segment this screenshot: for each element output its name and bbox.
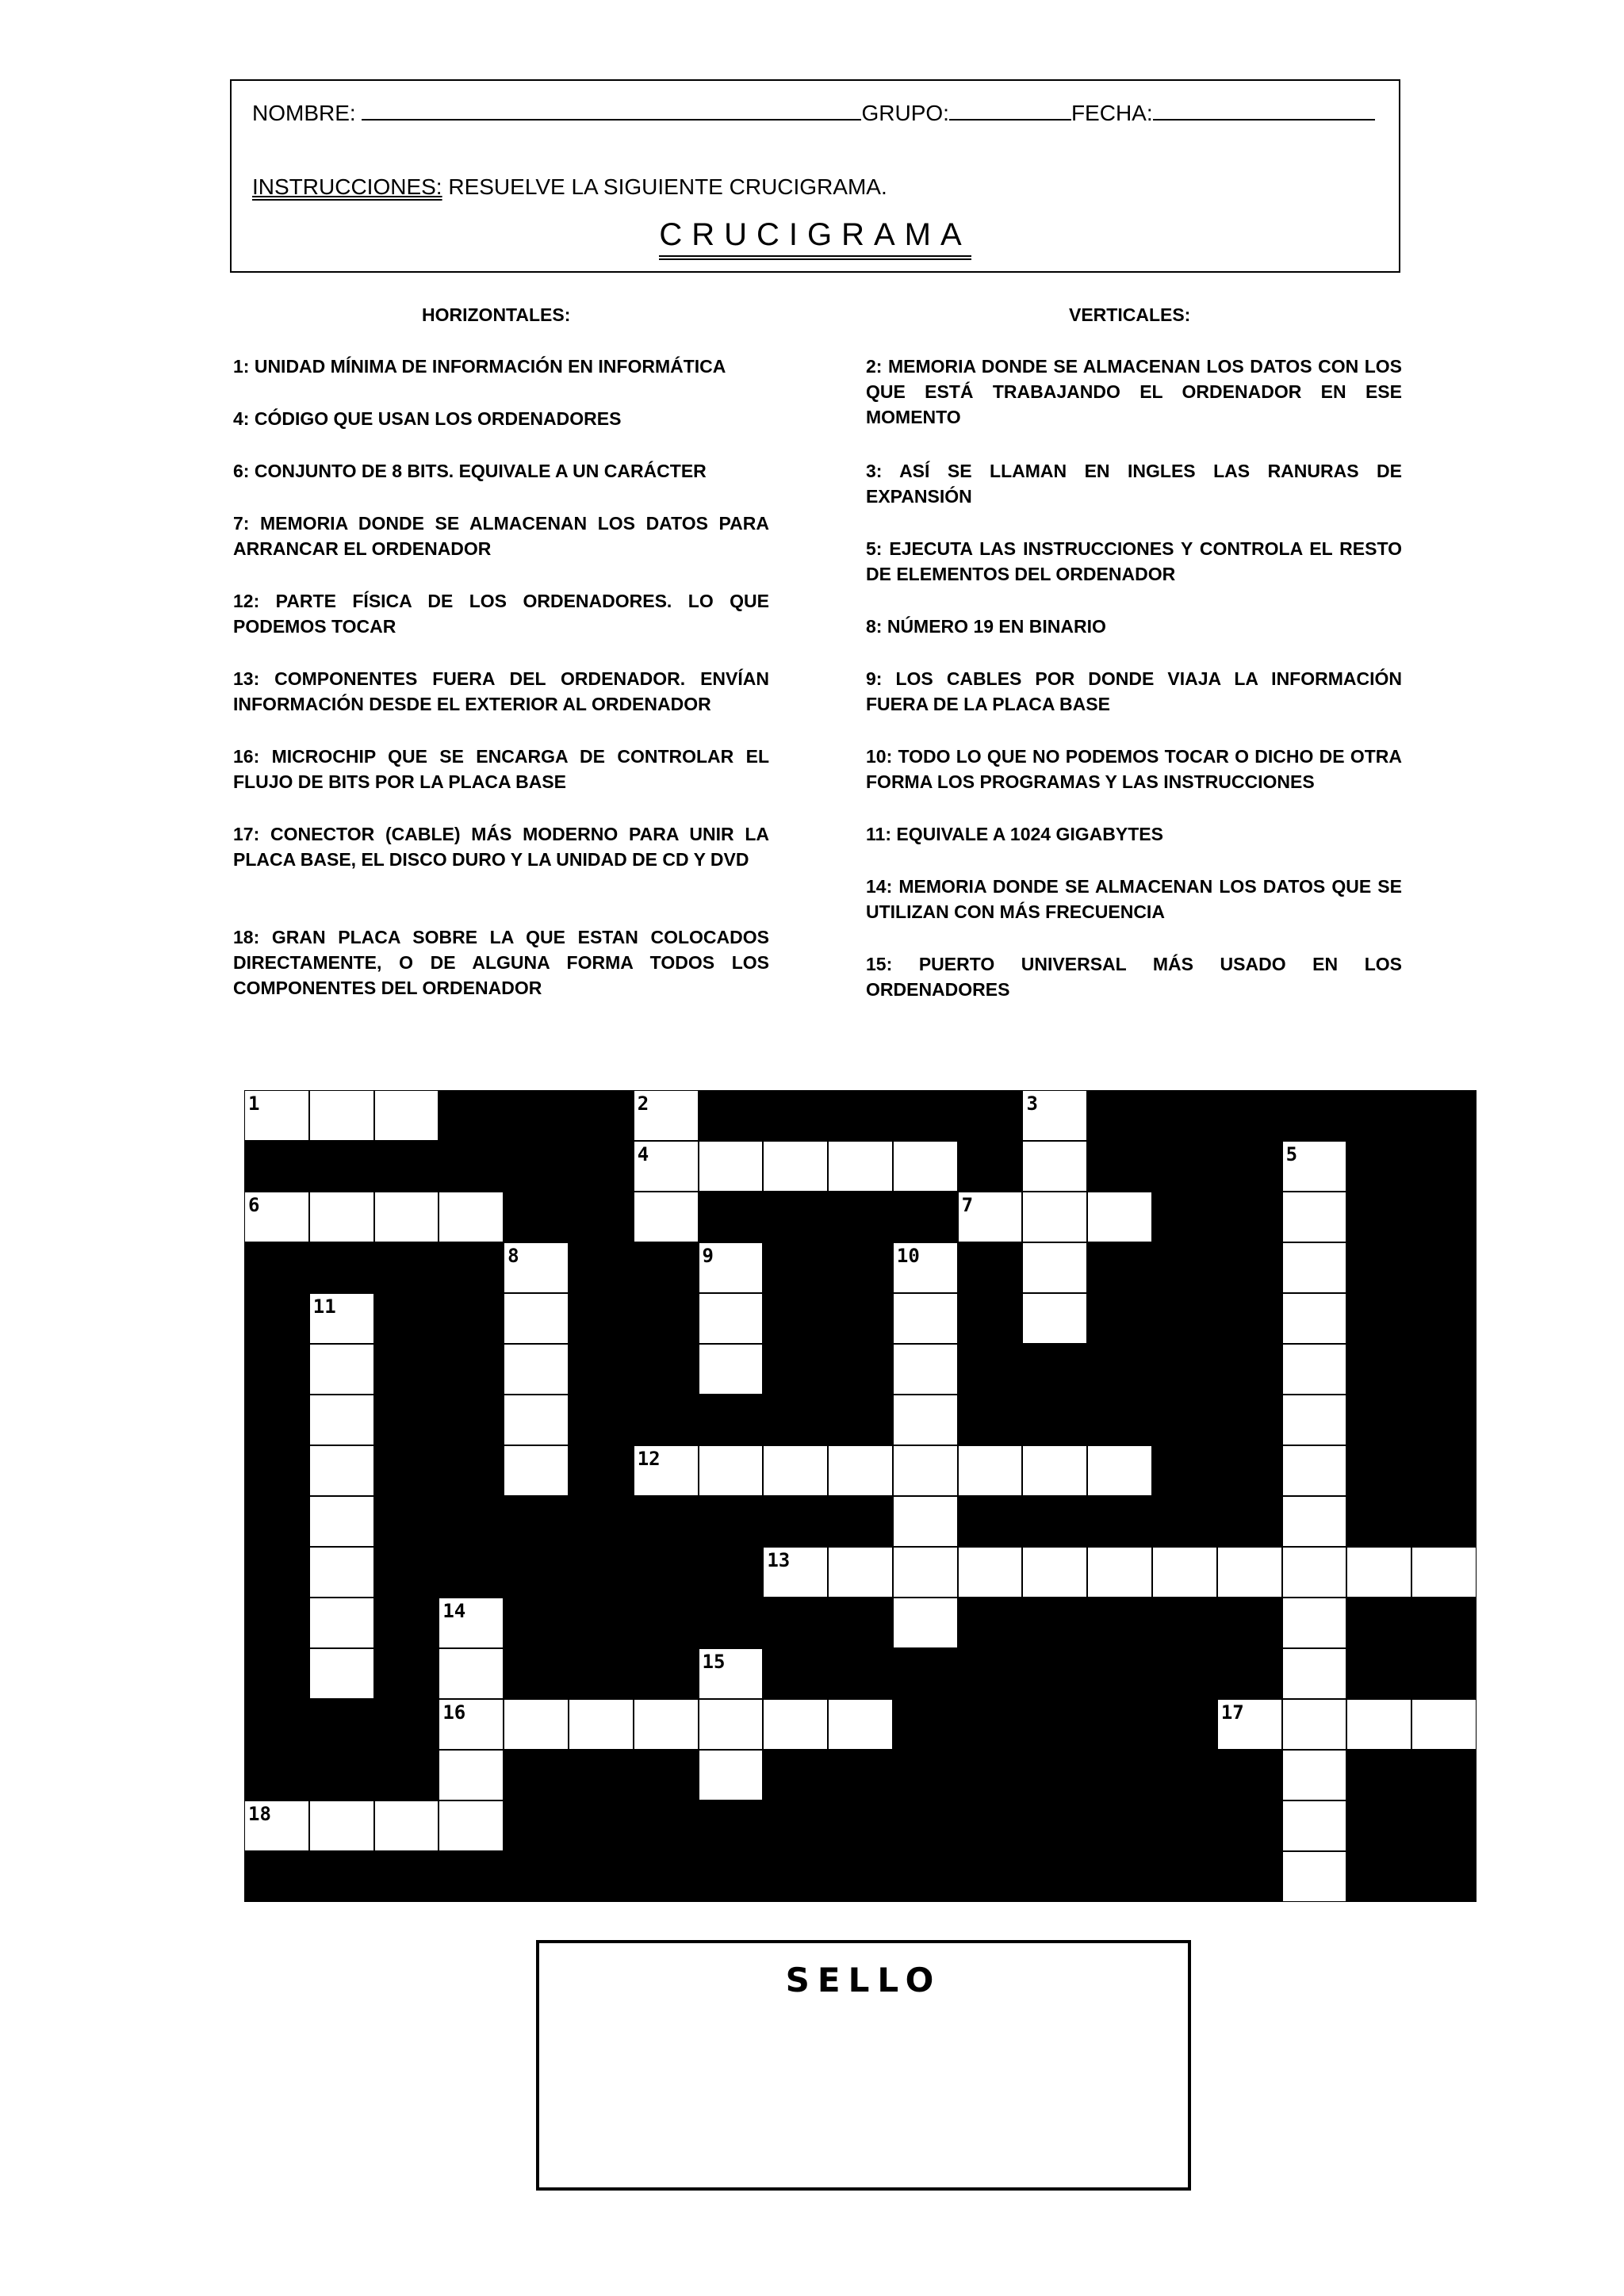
crossword-cell[interactable] [439, 1192, 503, 1242]
crossword-clue-number: 8 [508, 1245, 519, 1267]
crossword-cell[interactable] [829, 1446, 892, 1495]
nombre-field[interactable] [362, 98, 861, 121]
crossword-cell[interactable] [1283, 1700, 1346, 1749]
crossword-clue-number: 17 [1220, 1701, 1244, 1724]
across-clue-7: 7: MEMORIA DONDE SE ALMACENAN LOS DATOS PARA ARRANCAR EL ORDENADOR [233, 513, 769, 559]
crossword-cell[interactable] [1347, 1548, 1411, 1597]
crossword-cell[interactable] [504, 1294, 568, 1343]
crossword-cell[interactable] [1023, 1548, 1086, 1597]
crossword-cell[interactable] [1412, 1700, 1476, 1749]
crossword-cell[interactable] [1088, 1192, 1151, 1242]
crossword-cell[interactable] [504, 1243, 568, 1292]
crossword-cell[interactable] [1283, 1548, 1346, 1597]
crossword-cell[interactable] [634, 1142, 698, 1191]
crossword-cell[interactable] [829, 1700, 892, 1749]
crossword-clue-number: 5 [1285, 1143, 1298, 1165]
crossword-cell[interactable] [245, 1801, 308, 1850]
crossword-cell[interactable] [1153, 1548, 1216, 1597]
across-clue-17: 17: CONECTOR (CABLE) MÁS MODERNO PARA UNIR LA PLACA BASE, EL DISCO DURO Y LA UNIDAD DE CD Y DVD [233, 824, 769, 870]
crossword-cell[interactable] [894, 1142, 957, 1191]
down-clue-14: 14: MEMORIA DONDE SE ALMACENAN LOS DATOS QUE SE UTILIZAN CON MÁS FRECUENCIA [866, 876, 1402, 922]
crossword-cell[interactable] [699, 1649, 763, 1698]
crossword-cell[interactable] [1023, 1446, 1086, 1495]
crossword-cell[interactable] [1283, 1852, 1346, 1901]
crossword-cell[interactable] [959, 1192, 1022, 1242]
crossword-cell[interactable] [310, 1192, 373, 1242]
instructions-line [252, 174, 887, 200]
crossword-cell[interactable] [699, 1294, 763, 1343]
grupo-label: GRUPO: [861, 101, 949, 125]
crossword-cell[interactable] [1283, 1345, 1346, 1394]
crossword-grid [244, 1090, 1477, 1902]
across-clue-18: 18: GRAN PLACA SOBRE LA QUE ESTAN COLOCADOS DIRECTAMENTE, O DE ALGUNA FORMA TODOS LOS COMPONENTES DEL ORDENADOR [233, 927, 769, 998]
crossword-cell[interactable] [1088, 1548, 1151, 1597]
crossword-cell[interactable] [634, 1446, 698, 1495]
page-title [232, 217, 1399, 253]
crossword-cell[interactable] [699, 1243, 763, 1292]
crossword-cell[interactable] [504, 1700, 568, 1749]
crossword-cell[interactable] [829, 1142, 892, 1191]
crossword-cell[interactable] [894, 1345, 957, 1394]
crossword-cell[interactable] [310, 1497, 373, 1546]
crossword-cell[interactable] [569, 1700, 633, 1749]
crossword-cell[interactable] [310, 1801, 373, 1850]
across-clue-4: 4: CÓDIGO QUE USAN LOS ORDENADORES [233, 408, 622, 429]
crossword-cell[interactable] [439, 1649, 503, 1698]
crossword-cell[interactable] [894, 1294, 957, 1343]
crossword-cell[interactable] [699, 1345, 763, 1394]
crossword-cell[interactable] [634, 1091, 698, 1140]
crossword-cell[interactable] [1283, 1751, 1346, 1800]
crossword-cell[interactable] [439, 1801, 503, 1850]
crossword-clue-number: 18 [248, 1803, 271, 1825]
down-clue-8: 8: NÚMERO 19 EN BINARIO [866, 616, 1106, 637]
nombre-label: NOMBRE: [252, 101, 356, 125]
crossword-cell[interactable] [959, 1446, 1022, 1495]
crossword-cell[interactable] [504, 1395, 568, 1445]
crossword-cell[interactable] [894, 1446, 957, 1495]
crossword-clue-number: 13 [767, 1549, 791, 1571]
crossword-cell[interactable] [1283, 1294, 1346, 1343]
crossword-cell[interactable] [310, 1091, 373, 1140]
across-clue-1: 1: UNIDAD MÍNIMA DE INFORMACIÓN EN INFORMÁTICA [233, 356, 726, 377]
crossword-clue-number: 6 [248, 1194, 260, 1216]
crossword-cell[interactable] [1283, 1497, 1346, 1546]
crossword-clue-number: 10 [896, 1245, 920, 1267]
crossword-cell[interactable] [375, 1091, 439, 1140]
across-clue-16: 16: MICROCHIP QUE SE ENCARGA DE CONTROLAR EL FLUJO DE BITS POR LA PLACA BASE [233, 746, 769, 792]
crossword-cell[interactable] [829, 1548, 892, 1597]
crossword-cell[interactable] [1023, 1192, 1086, 1242]
down-clue-10: 10: TODO LO QUE NO PODEMOS TOCAR O DICHO DE OTRA FORMA LOS PROGRAMAS Y LAS INSTRUCCIONES [866, 746, 1402, 792]
down-clue-15: 15: PUERTO UNIVERSAL MÁS USADO EN LOS ORDENADORES [866, 954, 1402, 1000]
instructions-label: INSTRUCCIONES: [252, 174, 442, 199]
stamp-box [536, 1940, 1191, 2191]
crossword-cell[interactable] [439, 1700, 503, 1749]
stamp-label: SELLO [785, 1961, 942, 1999]
crossword-cell[interactable] [310, 1548, 373, 1597]
crossword-cell[interactable] [894, 1395, 957, 1445]
crossword-cell[interactable] [699, 1446, 763, 1495]
across-heading: HORIZONTALES: [422, 304, 571, 325]
crossword-cell[interactable] [1283, 1649, 1346, 1698]
crossword-cell[interactable] [1023, 1091, 1086, 1140]
crossword-cell[interactable] [1023, 1243, 1086, 1292]
grupo-field[interactable] [949, 98, 1071, 121]
crossword-clue-number: 14 [442, 1600, 466, 1622]
down-clue-11: 11: EQUIVALE A 1024 GIGABYTES [866, 824, 1163, 844]
crossword-cell[interactable] [699, 1700, 763, 1749]
crossword-cell[interactable] [1283, 1192, 1346, 1242]
down-clue-5: 5: EJECUTA LAS INSTRUCCIONES Y CONTROLA EL RESTO DE ELEMENTOS DEL ORDENADOR [866, 538, 1402, 584]
crossword-cell[interactable] [764, 1700, 827, 1749]
crossword-clue-number: 11 [312, 1295, 336, 1318]
crossword-cell[interactable] [310, 1649, 373, 1698]
crossword-cell[interactable] [1218, 1548, 1281, 1597]
crossword-cell[interactable] [894, 1497, 957, 1546]
crossword-cell[interactable] [1283, 1243, 1346, 1292]
crossword-cell[interactable] [504, 1345, 568, 1394]
student-info-line [252, 98, 1375, 126]
fecha-field[interactable] [1153, 98, 1375, 121]
crossword-clue-number: 16 [442, 1701, 466, 1724]
crossword-cell[interactable] [1283, 1142, 1346, 1191]
instructions-text: RESUELVE LA SIGUIENTE CRUCIGRAMA. [442, 174, 887, 199]
crossword-clue-number: 3 [1026, 1093, 1038, 1115]
crossword-clue-number: 9 [702, 1245, 714, 1267]
crossword-clue-number: 1 [248, 1093, 260, 1115]
crossword-cell[interactable] [1283, 1801, 1346, 1850]
crossword-cell[interactable] [894, 1243, 957, 1292]
crossword-cell[interactable] [894, 1548, 957, 1597]
crossword-cell[interactable] [1023, 1142, 1086, 1191]
crossword-cell[interactable] [1218, 1700, 1281, 1749]
crossword-cell[interactable] [634, 1192, 698, 1242]
crossword-cell[interactable] [959, 1548, 1022, 1597]
crossword-cell[interactable] [245, 1192, 308, 1242]
crossword-cell[interactable] [310, 1294, 373, 1343]
crossword-clue-number: 7 [961, 1194, 974, 1216]
crossword-cell[interactable] [764, 1548, 827, 1597]
crossword-cell[interactable] [375, 1192, 439, 1242]
crossword-clue-number: 4 [637, 1143, 649, 1165]
crossword-cell[interactable] [1347, 1700, 1411, 1749]
crossword-cell[interactable] [764, 1446, 827, 1495]
down-clue-3: 3: ASÍ SE LLAMAN EN INGLES LAS RANURAS DE EXPANSIÓN [866, 461, 1402, 507]
down-heading: VERTICALES: [1069, 304, 1191, 325]
fecha-label: FECHA: [1071, 101, 1153, 125]
crossword-cell[interactable] [699, 1751, 763, 1800]
down-clue-2: 2: MEMORIA DONDE SE ALMACENAN LOS DATOS CON LOS QUE ESTÁ TRABAJANDO EL ORDENADOR EN ESE MOMENTO [866, 356, 1402, 427]
crossword-cell[interactable] [1023, 1294, 1086, 1343]
page-title-text: CRUCIGRAMA [659, 217, 971, 260]
crossword-cell[interactable] [1283, 1395, 1346, 1445]
crossword-cell[interactable] [375, 1801, 439, 1850]
crossword-cell[interactable] [310, 1598, 373, 1647]
crossword-cell[interactable] [1283, 1598, 1346, 1647]
across-clue-6: 6: CONJUNTO DE 8 BITS. EQUIVALE A UN CARÁCTER [233, 461, 707, 481]
crossword-cell[interactable] [245, 1091, 308, 1140]
crossword-clue-number: 12 [637, 1448, 661, 1470]
crossword-cell[interactable] [439, 1751, 503, 1800]
crossword-cell[interactable] [764, 1142, 827, 1191]
crossword-cell[interactable] [1088, 1446, 1151, 1495]
down-clue-9: 9: LOS CABLES POR DONDE VIAJA LA INFORMACIÓN FUERA DE LA PLACA BASE [866, 668, 1402, 714]
crossword-clue-number: 2 [637, 1093, 649, 1115]
crossword-cell[interactable] [310, 1345, 373, 1394]
crossword-cell[interactable] [699, 1142, 763, 1191]
crossword-cell[interactable] [310, 1446, 373, 1495]
crossword-cell[interactable] [634, 1700, 698, 1749]
crossword-cell[interactable] [439, 1598, 503, 1647]
header-box [230, 79, 1400, 273]
crossword-clue-number: 15 [702, 1651, 726, 1673]
crossword-cell[interactable] [310, 1395, 373, 1445]
across-clue-12: 12: PARTE FÍSICA DE LOS ORDENADORES. LO QUE PODEMOS TOCAR [233, 591, 769, 637]
crossword-cell[interactable] [504, 1446, 568, 1495]
crossword-cell[interactable] [894, 1598, 957, 1647]
crossword-cell[interactable] [1412, 1548, 1476, 1597]
across-clue-13: 13: COMPONENTES FUERA DEL ORDENADOR. ENVÍAN INFORMACIÓN DESDE EL EXTERIOR AL ORDENADOR [233, 668, 769, 714]
crossword-cell[interactable] [1283, 1446, 1346, 1495]
